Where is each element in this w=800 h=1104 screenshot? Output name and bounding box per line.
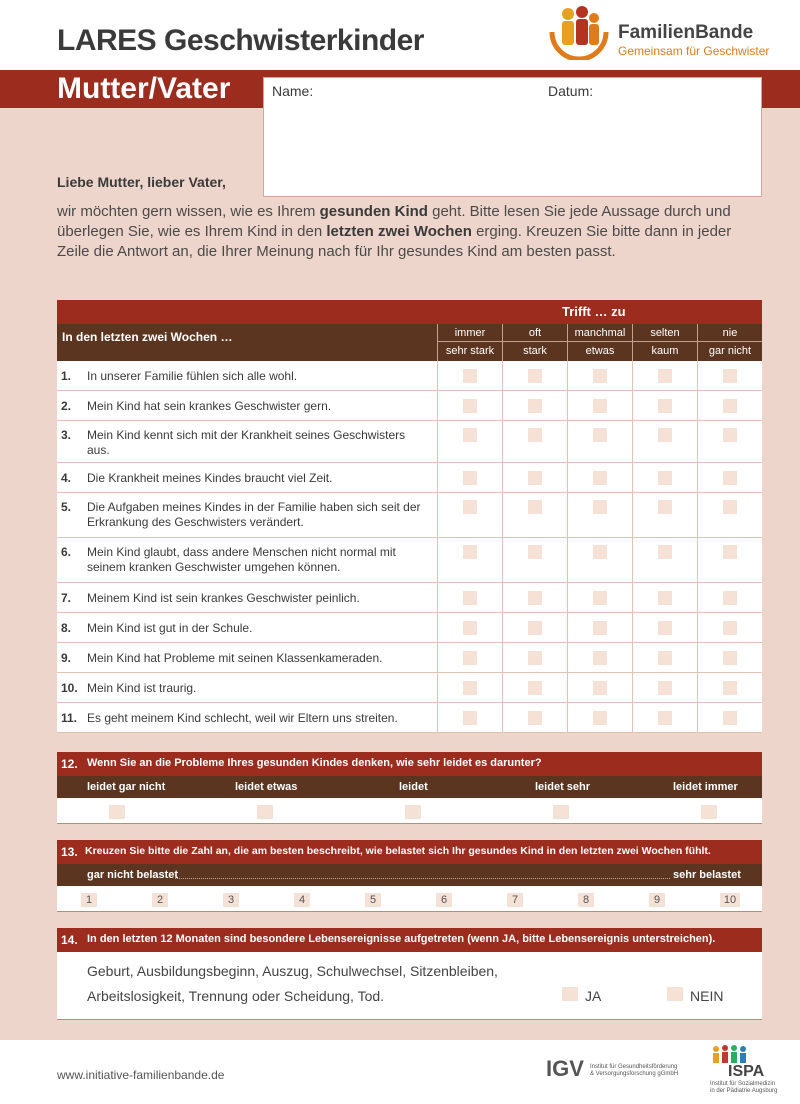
answer-checkbox[interactable] [528,591,542,605]
answer-checkbox[interactable] [528,545,542,559]
answer-cell [437,583,502,612]
row-number: 11. [61,711,78,725]
scale-option-4[interactable]: 4 [294,893,310,907]
answer-checkbox[interactable] [463,399,477,413]
answer-checkbox[interactable] [658,651,672,665]
q14-text: In den letzten 12 Monaten sind besondere Lebensereignisse aufgetreten (wenn JA, bitte Lebensereignis unterstreichen). [87,933,716,945]
table-row [57,421,762,463]
q12-checkbox[interactable] [701,805,717,819]
answer-checkbox[interactable] [593,545,607,559]
answer-checkbox[interactable] [593,711,607,725]
yes-checkbox[interactable] [562,987,578,1001]
answer-cell [567,613,632,642]
answer-cell [567,703,632,732]
scale-option-5[interactable]: 5 [365,893,381,907]
answer-cell [437,361,502,390]
answer-cell [697,493,762,537]
answer-cell [632,361,697,390]
answer-cell [697,613,762,642]
answer-cell [632,538,697,582]
answer-cell [437,643,502,672]
q12-options [57,776,762,798]
answer-cell [697,643,762,672]
row-number: 4. [61,471,72,485]
answer-cell [632,493,697,537]
question-14 [57,928,762,1020]
answer-checkbox[interactable] [463,651,477,665]
col-manchmal: manchmal etwas [567,324,632,361]
table-row [57,361,762,391]
q12-option-label: leidet sehr [535,781,591,793]
question-13 [57,840,762,912]
answer-checkbox[interactable] [723,711,737,725]
answer-checkbox[interactable] [463,428,477,442]
row-question: Mein Kind ist gut in der Schule. [87,621,253,635]
answer-cell [697,391,762,420]
q13-number: 13. [61,845,78,859]
table-row [57,391,762,421]
answer-cell [502,361,567,390]
table-row [57,643,762,673]
life-events-line2: Arbeitslosigkeit, Trennung oder Scheidung, Tod. [87,988,385,1004]
q14-number: 14. [61,933,78,947]
familienbande-logo-icon [548,2,610,60]
name-label: Name: [272,83,314,99]
answer-cell [567,361,632,390]
answer-checkbox[interactable] [463,545,477,559]
answer-checkbox[interactable] [658,428,672,442]
answer-checkbox[interactable] [528,681,542,695]
row-question: Mein Kind hat sein krankes Geschwister gern. [87,399,332,413]
answer-checkbox[interactable] [658,369,672,383]
row-question: Mein Kind glaubt, dass andere Menschen nicht normal mit seinem kranken Geschwister umgehen können. [87,545,396,574]
answer-cell [502,643,567,672]
answer-checkbox[interactable] [593,681,607,695]
answer-cell [502,673,567,702]
trifft-header [57,300,762,324]
q12-number: 12. [61,757,78,771]
answer-cell [632,583,697,612]
col-immer: immer sehr stark [437,324,502,361]
greeting: Liebe Mutter, lieber Vater, [57,174,226,190]
answer-checkbox[interactable] [658,500,672,514]
intro-text: wir möchten gern wissen, wie es Ihrem gesunden Kind geht. Bitte lesen Sie jede Aussage durch und überlegen Sie, wie es Ihrem Kind in den letzten zwei Wochen erging. Kreuzen Sie bitte dann in jeder Zeile die Antwort an, die Ihrer Meinung nach für Ihr gesundes Kind am besten passt. [57,203,732,260]
q12-checkbox[interactable] [553,805,569,819]
answer-checkbox[interactable] [463,621,477,635]
answer-checkbox[interactable] [593,651,607,665]
row-number: 7. [61,591,72,605]
row-question: Mein Kind ist traurig. [87,681,197,695]
row-question: Mein Kind kennt sich mit der Krankheit seines Geschwisters aus. [87,428,406,457]
answer-checkbox[interactable] [723,369,737,383]
date-label: Datum: [548,83,594,99]
q13-scale-labels [57,864,762,886]
row-number: 10. [61,681,78,695]
website-link[interactable]: www.initiative-familienbande.de [57,1068,225,1082]
questionnaire-table [57,300,762,733]
scale-option-3[interactable]: 3 [223,893,239,907]
answer-cell [697,703,762,732]
scale-option-6[interactable]: 6 [436,893,452,907]
row-number: 9. [61,651,72,665]
row-question: Die Aufgaben meines Kindes in der Familie haben sich seit der Erkrankung des Geschwisters verändert. [87,500,421,529]
answer-checkbox[interactable] [723,399,737,413]
name-date-box[interactable] [263,77,762,197]
igv-logo: IGV [546,1056,584,1081]
life-events-line1: Geburt, Ausbildungsbeginn, Auszug, Schulwechsel, Sitzenbleiben, [87,963,498,979]
answer-cell [632,421,697,462]
answer-checkbox[interactable] [658,621,672,635]
answer-checkbox[interactable] [723,591,737,605]
answer-cell [567,538,632,582]
col-nie: nie gar nicht [697,324,762,361]
table-row [57,613,762,643]
trifft-label: Trifft … zu [562,304,626,319]
answer-cell [502,463,567,492]
answer-checkbox[interactable] [528,500,542,514]
answer-cell [697,421,762,462]
answer-cell [697,463,762,492]
scale-option-9[interactable]: 9 [649,893,665,907]
answer-checkbox[interactable] [463,369,477,383]
answer-cell [437,493,502,537]
answer-cell [567,421,632,462]
q12-checkbox[interactable] [109,805,125,819]
row-question: In unserer Familie fühlen sich alle wohl. [87,369,298,383]
answer-cell [502,421,567,462]
q13-low-label: gar nicht belastet [87,869,179,881]
col-selten: selten kaum [632,324,697,361]
answer-cell [567,583,632,612]
answer-cell [567,643,632,672]
answer-cell [437,673,502,702]
row-number: 2. [61,399,72,413]
yes-label: JA [585,988,602,1004]
brand-tagline: Gemeinsam für Geschwister [618,44,770,58]
answer-checkbox[interactable] [658,471,672,485]
answer-cell [632,703,697,732]
answer-cell [502,493,567,537]
table-row [57,673,762,703]
answer-cell [567,673,632,702]
answer-checkbox[interactable] [463,471,477,485]
table-row [57,538,762,583]
row-number: 5. [61,500,72,514]
answer-cell [697,361,762,390]
scale-option-10[interactable]: 10 [720,893,740,907]
answer-checkbox[interactable] [593,591,607,605]
answer-cell [437,463,502,492]
answer-cell [567,391,632,420]
answer-checkbox[interactable] [463,591,477,605]
q13-text: Kreuzen Sie bitte die Zahl an, die am besten beschreibt, wie belastet sich Ihr gesundes Kind in den letzten zwei Wochen fühlt. [85,845,711,857]
q12-text: Wenn Sie an die Probleme Ihres gesunden Kindes denken, wie sehr leidet es darunter? [87,757,542,769]
no-checkbox[interactable] [667,987,683,1001]
igv-text: Institut für Gesundheitsförderung & Versorgungsforschung gGmbH [590,1064,679,1077]
answer-checkbox[interactable] [723,500,737,514]
answer-checkbox[interactable] [723,545,737,559]
table-row [57,493,762,538]
answer-cell [697,538,762,582]
q12-option-label: leidet etwas [235,781,298,793]
answer-checkbox[interactable] [528,471,542,485]
row-question: Es geht meinem Kind schlecht, weil wir Eltern uns streiten. [87,711,398,725]
q12-option-label: leidet [399,781,428,793]
q12-option-label: leidet gar nicht [87,781,166,793]
q12-checkbox[interactable] [405,805,421,819]
table-row [57,463,762,493]
q12-checkbox[interactable] [257,805,273,819]
question-header: In den letzten zwei Wochen … [62,330,233,344]
answer-cell [437,391,502,420]
answer-checkbox[interactable] [593,621,607,635]
answer-checkbox[interactable] [723,428,737,442]
brand-name: FamilienBande [618,22,754,43]
ispa-text: Institut für Sozialmedizin in der Pädiatrie Augsburg [710,1081,778,1094]
answer-cell [632,673,697,702]
answer-checkbox[interactable] [723,471,737,485]
answer-cell [502,703,567,732]
row-question: Meinem Kind ist sein krankes Geschwister peinlich. [87,591,360,605]
ispa-people-icon [712,1044,748,1064]
answer-cell [697,673,762,702]
answer-cell [632,391,697,420]
answer-checkbox[interactable] [528,428,542,442]
row-number: 8. [61,621,72,635]
page-title: LARES Geschwisterkinder [57,24,424,57]
answer-checkbox[interactable] [658,711,672,725]
row-question: Mein Kind hat Probleme mit seinen Klassenkameraden. [87,651,383,665]
ispa-logo: ISPA [728,1063,765,1080]
answer-checkbox[interactable] [528,399,542,413]
answer-cell [697,583,762,612]
answer-cell [502,391,567,420]
answer-cell [437,538,502,582]
answer-checkbox[interactable] [723,621,737,635]
answer-checkbox[interactable] [593,471,607,485]
answer-cell [632,613,697,642]
row-question: Die Krankheit meines Kindes braucht viel Zeit. [87,471,333,485]
answer-checkbox[interactable] [593,369,607,383]
table-row [57,583,762,613]
answer-checkbox[interactable] [528,621,542,635]
scale-option-7[interactable]: 7 [507,893,523,907]
answer-cell [437,613,502,642]
answer-checkbox[interactable] [723,681,737,695]
row-number: 6. [61,545,72,559]
row-number: 3. [61,428,72,442]
page-subtitle: Mutter/Vater [57,72,231,105]
answer-checkbox[interactable] [593,500,607,514]
col-oft: oft stark [502,324,567,361]
answer-cell [632,463,697,492]
answer-cell [632,643,697,672]
answer-checkbox[interactable] [463,681,477,695]
scale-option-8[interactable]: 8 [578,893,594,907]
scale-dots [175,878,670,879]
scale-option-1[interactable]: 1 [81,893,97,907]
column-header-row [57,324,762,361]
answer-checkbox[interactable] [658,591,672,605]
answer-cell [437,703,502,732]
answer-checkbox[interactable] [528,711,542,725]
answer-checkbox[interactable] [463,711,477,725]
answer-checkbox[interactable] [658,545,672,559]
scale-option-2[interactable]: 2 [152,893,168,907]
answer-checkbox[interactable] [593,399,607,413]
answer-cell [502,538,567,582]
table-row [57,703,762,733]
question-12 [57,752,762,824]
no-label: NEIN [690,988,724,1004]
answer-checkbox[interactable] [723,651,737,665]
answer-checkbox[interactable] [658,399,672,413]
answer-checkbox[interactable] [658,681,672,695]
answer-cell [437,421,502,462]
answer-checkbox[interactable] [528,651,542,665]
answer-checkbox[interactable] [528,369,542,383]
answer-checkbox[interactable] [463,500,477,514]
row-number: 1. [61,369,72,383]
q12-option-label: leidet immer [673,781,738,793]
answer-cell [567,463,632,492]
answer-cell [502,613,567,642]
answer-cell [567,493,632,537]
answer-checkbox[interactable] [593,428,607,442]
q13-high-label: sehr belastet [673,869,741,881]
answer-cell [502,583,567,612]
